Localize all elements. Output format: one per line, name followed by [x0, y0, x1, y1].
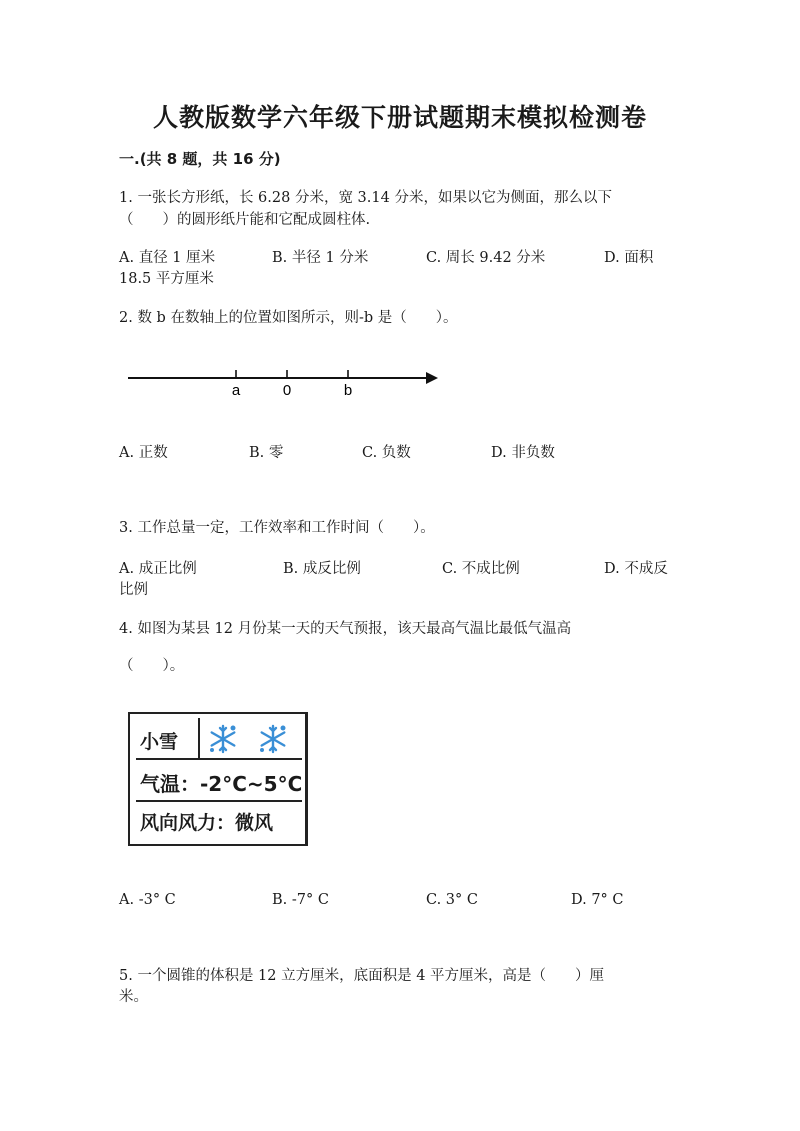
weather-forecast-figure [128, 712, 308, 846]
question-3-option-d-cont: 比例 [119, 582, 148, 598]
question-4-option-b[interactable]: B. -7° C [272, 892, 329, 908]
snowflake-icon [256, 722, 290, 756]
question-1-text-cont: （ ）的圆形纸片能和它配成圆柱体. [119, 212, 371, 228]
number-line-arrow-icon [426, 372, 438, 384]
number-line-figure [120, 360, 450, 410]
question-1-option-b[interactable]: B. 半径 1 分米 [272, 250, 369, 266]
question-3-option-c[interactable]: C. 不成比例 [442, 561, 520, 577]
weather-cell-divider [198, 718, 200, 758]
weather-row-wind [136, 802, 302, 840]
axis-label-a: a [231, 382, 241, 399]
question-3-option-b[interactable]: B. 成反比例 [283, 561, 361, 577]
axis-label-b: b [343, 382, 353, 399]
snowflake-icon [206, 722, 240, 756]
weather-wind: 风向风力：微风 [140, 812, 274, 834]
question-1-option-a[interactable]: A. 直径 1 厘米 [119, 250, 216, 266]
page-title: 人教版数学六年级下册试题期末模拟检测卷 [152, 103, 647, 132]
question-4-option-d[interactable]: D. 7° C [571, 892, 624, 908]
question-1-option-d[interactable]: D. 面积 [604, 250, 654, 266]
question-4-option-a[interactable]: A. -3° C [119, 892, 176, 908]
question-2-option-a[interactable]: A. 正数 [119, 445, 168, 461]
axis-label-zero: 0 [282, 382, 292, 399]
question-2-option-b[interactable]: B. 零 [249, 445, 284, 461]
question-2-option-c[interactable]: C. 负数 [362, 445, 411, 461]
question-2-option-d[interactable]: D. 非负数 [491, 445, 555, 461]
question-4-text-cont: （ ）。 [119, 658, 185, 674]
question-3-text: 3. 工作总量一定，工作效率和工作时间（ ）。 [119, 520, 435, 536]
section-heading: 一.(共 8 题，共 16 分) [119, 150, 281, 168]
question-3-option-d[interactable]: D. 不成反 [604, 561, 668, 577]
question-3-option-a[interactable]: A. 成正比例 [119, 561, 197, 577]
question-1-option-c[interactable]: C. 周长 9.42 分米 [426, 250, 546, 266]
weather-row-condition [136, 718, 302, 760]
weather-temperature: 气温：-2°C~5°C [140, 772, 303, 796]
weather-row-temperature [136, 760, 302, 802]
question-4-text: 4. 如图为某县 12 月份某一天的天气预报，该天最高气温比最低气温高 [119, 621, 572, 637]
question-5-text: 5. 一个圆锥的体积是 12 立方厘米，底面积是 4 平方厘米，高是（ ）厘 [119, 968, 605, 984]
weather-condition-label: 小雪 [140, 731, 179, 753]
question-2-text: 2. 数 b 在数轴上的位置如图所示，则-b 是（ ）。 [119, 310, 458, 326]
question-4-option-c[interactable]: C. 3° C [426, 892, 478, 908]
question-1-option-d-cont: 18.5 平方厘米 [119, 271, 214, 287]
question-5-text-cont: 米。 [119, 989, 148, 1005]
question-1-text: 1. 一张长方形纸，长 6.28 分米，宽 3.14 分米，如果以它为侧面，那么以下 [119, 190, 612, 206]
